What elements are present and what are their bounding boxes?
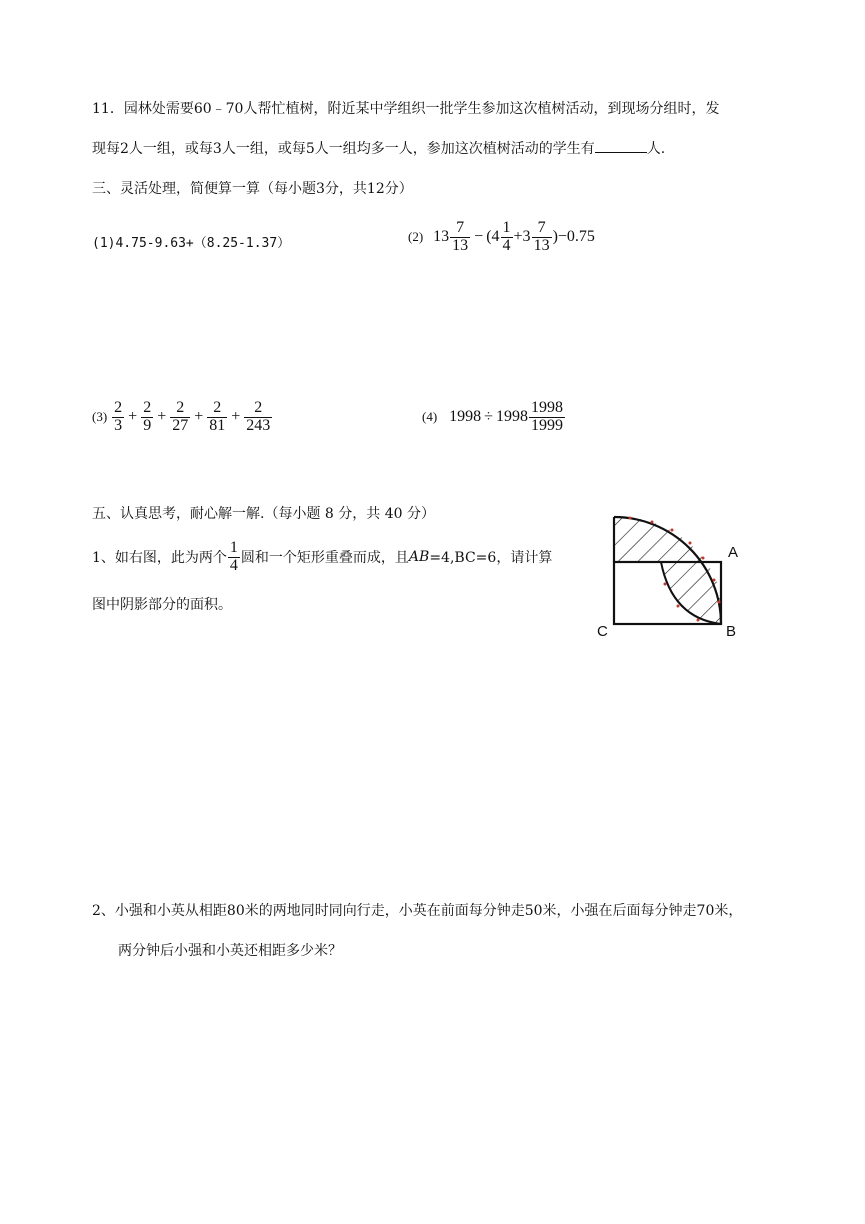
p2-frac2 [501, 220, 513, 255]
s5-q2-line2: 两分钟后小强和小英还相距多少米？ [118, 943, 342, 959]
p2-tail: )−0.75 [552, 227, 595, 245]
p3-frac-5-den: 243 [246, 416, 271, 434]
p2-frac3-den: 13 [533, 236, 550, 254]
geometry-figure [590, 510, 760, 645]
label-b: B [726, 623, 737, 640]
p2-frac1 [450, 220, 470, 255]
p4-frac-den: 1999 [530, 416, 563, 434]
section5-heading: 五、认真思考，耐心解一解.（每小题 8 分，共 40 分） [92, 506, 435, 522]
s5-q1-line2: 图中阴影部分的面积。 [92, 597, 232, 613]
p3-frac-5 [244, 400, 272, 435]
p3-frac-1-num: 2 [114, 399, 123, 416]
p3-frac-3 [170, 400, 190, 435]
section3-heading: 三、灵活处理，简便算一算（每小题3分，共12分） [92, 181, 413, 197]
p2-minus: − [474, 227, 484, 245]
p2-frac1-den: 13 [452, 236, 469, 254]
p3-plus-3: + [194, 407, 204, 425]
q11-line2-unit: 人. [646, 141, 666, 157]
answer-blank [595, 140, 647, 153]
p4-whole: 1998 [495, 407, 528, 425]
p4-frac-num: 1998 [530, 399, 563, 416]
problem-3-label: (3) [92, 408, 108, 424]
s5-q1-frac-den: 4 [229, 556, 238, 574]
p4-dividend: 1998 [449, 407, 482, 425]
p2-frac3 [532, 220, 552, 255]
s5-q1-text-c: =4,BC=6，请计算 [429, 550, 553, 567]
p3-frac-1-den: 3 [114, 416, 123, 434]
s5-q1-text-b: 圆和一个矩形重叠而成，且 [240, 550, 409, 567]
q11-line2 [92, 138, 665, 158]
q11-line1: 11．园林处需要60﹣70人帮忙植树，附近某中学组织一批学生参加这次植树活动，到现场分组时，发 [92, 101, 720, 117]
s5-q1-text-a: 1、如右图，此为两个 [92, 550, 227, 567]
p3-frac-3-num: 2 [170, 400, 190, 418]
p4-frac [529, 400, 565, 435]
problem-4 [422, 400, 566, 435]
p2-frac3-num: 7 [532, 220, 552, 238]
p3-frac-3-den: 27 [172, 416, 189, 434]
p2-whole1: 13 [433, 227, 450, 245]
problem-2 [408, 220, 595, 255]
p3-plus-1: + [128, 407, 138, 425]
p3-frac-2 [141, 400, 153, 435]
p2-plus: +3 [513, 227, 531, 245]
p2-frac2-num: 1 [502, 219, 511, 236]
p3-plus-2: + [157, 407, 167, 425]
p3-frac-2-den: 9 [143, 416, 152, 434]
p3-frac-2-num: 2 [143, 399, 152, 416]
s5-q1-ab: AB [408, 549, 430, 566]
p3-plus-4: + [231, 407, 241, 425]
s5-q2-line1: 2、小强和小英从相距80米的两地同时同向行走，小英在前面每分钟走50米，小强在后面每分钟走70米， [92, 903, 743, 919]
p3-frac-1 [112, 400, 124, 435]
p4-divide: ÷ [484, 407, 493, 425]
problem-3 [92, 400, 273, 435]
p3-frac-5-num: 2 [244, 400, 272, 418]
p3-frac-4-num: 2 [207, 400, 227, 418]
s5-q1-frac [228, 540, 240, 575]
problem-1: (1)4.75-9.63+（8.25-1.37） [92, 236, 291, 251]
p3-frac-4 [207, 400, 227, 435]
s5-q1-frac-num: 1 [229, 539, 238, 556]
p2-frac2-den: 4 [502, 236, 511, 254]
label-a: A [728, 544, 739, 561]
problem-4-label: (4) [422, 408, 438, 424]
problem-2-label: (2) [408, 228, 424, 244]
s5-q1-line1 [92, 540, 552, 575]
q11-line2-text: 现每2人一组，或每3人一组，或每5人一组均多一人，参加这次植树活动的学生有 [92, 141, 595, 157]
label-c: C [597, 623, 608, 640]
p3-frac-4-den: 81 [209, 416, 226, 434]
shaded-region-top [614, 517, 706, 562]
p2-frac1-num: 7 [450, 220, 470, 238]
p2-open: (4 [486, 227, 500, 245]
